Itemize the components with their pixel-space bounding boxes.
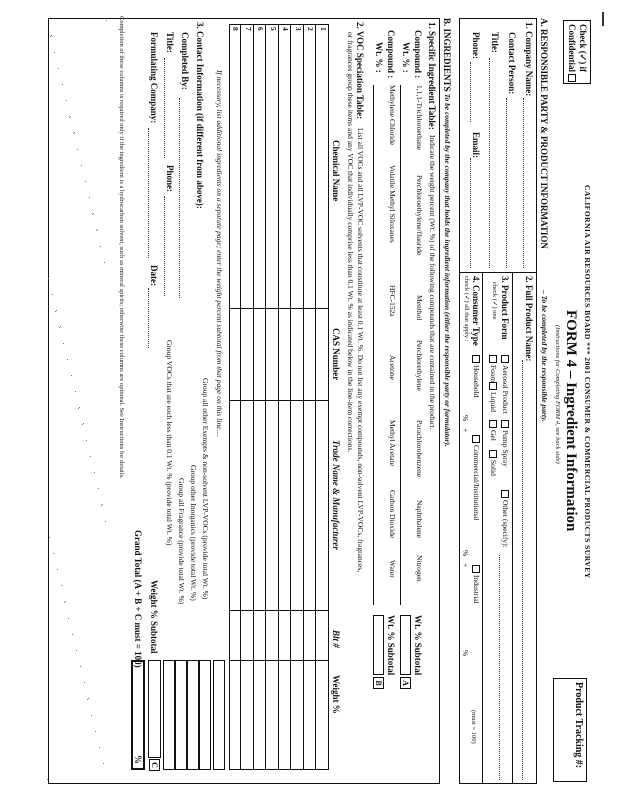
consumer-industrial[interactable]: Industrial bbox=[471, 565, 480, 604]
scan-speck bbox=[56, 310, 57, 311]
voc-table-label: 2. VOC Speciation Table: bbox=[355, 22, 365, 120]
scan-speck bbox=[100, 246, 101, 247]
scan-speck bbox=[98, 488, 99, 489]
scan-speck bbox=[78, 408, 79, 409]
contact-title-label: Title: bbox=[165, 32, 175, 53]
form-option-liquid[interactable]: Liquid bbox=[488, 382, 497, 412]
scan-speck bbox=[82, 424, 83, 425]
scan-speck bbox=[47, 779, 48, 780]
section-a-subnote: – To be completed by the responsible party. bbox=[540, 290, 549, 422]
grand-total-label: Grand Total (A + B + C must = 100) bbox=[133, 530, 143, 668]
scan-speck bbox=[72, 634, 73, 635]
voc-row-number: 8 bbox=[231, 27, 241, 31]
scan-speck bbox=[81, 165, 82, 166]
compound-r1-2: Perchloroethylene/fluoride bbox=[415, 175, 424, 256]
scan-speck bbox=[79, 407, 80, 408]
scan-speck bbox=[62, 84, 63, 85]
voc-row-field[interactable] bbox=[242, 36, 255, 766]
plus-2: + bbox=[461, 563, 470, 568]
checkbox-icon bbox=[472, 355, 480, 363]
scan-speck bbox=[80, 666, 81, 667]
scan-speck bbox=[97, 229, 98, 230]
contact-person-field[interactable] bbox=[506, 98, 507, 268]
wt-label-2: Wt. % : bbox=[374, 42, 384, 73]
contact-phone-label: Phone: bbox=[165, 165, 175, 192]
scan-speck bbox=[95, 731, 96, 732]
voc-row-number: 7 bbox=[244, 27, 253, 31]
compound-r1-5: Parachlorobenzene bbox=[415, 420, 424, 478]
voc-table-text-1: List all VOCs and all LVP-VOC solvents that constitute at least 0.1 Wt. %. Do not list any exempt compounds, non-solvent LVP-VOCs, fragrances, bbox=[356, 128, 365, 573]
compound-r2-7: Water bbox=[388, 560, 397, 578]
specific-table-label: 1. Specific Ingredient Table: bbox=[427, 22, 437, 130]
checkbox-icon bbox=[489, 420, 497, 428]
scan-speck bbox=[57, 569, 58, 570]
scan-speck bbox=[88, 698, 89, 699]
pct-1: % bbox=[461, 415, 470, 422]
voc-row-number: 2 bbox=[306, 27, 316, 31]
section-b-heading: B. INGREDIENTS bbox=[442, 18, 452, 92]
form-option-aerosol[interactable]: Aerosol Product bbox=[500, 355, 509, 414]
completed-by-field[interactable] bbox=[179, 98, 180, 298]
survey-title: CALIFORNIA AIR RESOURCES BOARD *** 2001 CONSUMER & COMMERCIAL PRODUCTS SURVEY bbox=[583, 185, 592, 579]
col-trade-name: Trade Name & Manufacturer bbox=[331, 440, 341, 550]
consumer-type-label: 4. Consumer Type bbox=[471, 276, 481, 346]
compound-r2-2: Volatile Methyl Siloxanes bbox=[388, 165, 397, 243]
scan-speck bbox=[52, 294, 53, 295]
voc-row-number: 5 bbox=[269, 27, 278, 31]
compound-r1-6: Naphthalene bbox=[415, 500, 424, 538]
compound-r2-5: Methyl Acetate bbox=[388, 420, 397, 467]
voc-row-number: 3 bbox=[294, 27, 303, 31]
consumer-type-note: check (✓) all that apply : bbox=[463, 276, 470, 342]
form-option-gel[interactable]: Gel bbox=[488, 420, 497, 441]
title-field[interactable] bbox=[489, 58, 490, 268]
scan-speck bbox=[71, 375, 72, 376]
section-b-subnote: – To be completed by the company that holds the ingredient information (either the responsible party or formulator). bbox=[443, 88, 452, 447]
scan-speck bbox=[50, 36, 51, 37]
scan-speck bbox=[101, 505, 102, 506]
box-b: B bbox=[373, 677, 384, 689]
form-option-solid[interactable]: Solid bbox=[488, 450, 497, 476]
consumer-commercial[interactable]: Commercial/Institutional bbox=[471, 435, 480, 520]
contact-phone-field[interactable] bbox=[164, 196, 165, 296]
scan-speck bbox=[60, 326, 61, 327]
date-label: Date: bbox=[149, 265, 159, 286]
checkbox-icon bbox=[472, 565, 480, 573]
col-chemical-name: Chemical Name bbox=[331, 140, 341, 202]
compound-r1-4: Perchlorethylene bbox=[415, 340, 424, 391]
confidential-label: Check (✓) if bbox=[578, 24, 588, 73]
date-field[interactable] bbox=[148, 288, 149, 348]
scan-speck bbox=[68, 618, 69, 619]
scan-speck bbox=[103, 763, 104, 764]
company-name-label: 1. Company Name: bbox=[524, 22, 534, 97]
compound-r1-1: 1,1,1-Trichloroethane bbox=[415, 85, 424, 151]
voc-row-field[interactable] bbox=[229, 36, 242, 766]
voc-row-number: 6 bbox=[256, 27, 266, 31]
section-a-heading: A. RESPONSIBLE PARTY & PRODUCT INFORMATION bbox=[539, 18, 549, 249]
scan-speck bbox=[59, 327, 60, 328]
product-form-label: 3. Product Form bbox=[500, 276, 510, 340]
scan-speck bbox=[99, 747, 100, 748]
checkbox-icon bbox=[489, 382, 497, 390]
scan-speck bbox=[76, 650, 77, 651]
other-specify-field[interactable] bbox=[499, 555, 500, 780]
scan-speck bbox=[90, 456, 91, 457]
checkbox-icon bbox=[501, 355, 509, 363]
box-c: C bbox=[149, 759, 160, 771]
weight-subtotal-label: Weight % Subtotal bbox=[149, 580, 159, 654]
grand-total-pct: % bbox=[133, 755, 143, 764]
scan-speck bbox=[54, 52, 55, 53]
email-label: Email: bbox=[471, 132, 481, 158]
compound-label-1: Compound : bbox=[413, 30, 423, 79]
form-instructions: (Instructions for Completing FORM 4, see back side) bbox=[554, 325, 561, 464]
title-label: Title: bbox=[490, 32, 500, 53]
compound-r1-7: Nitrogen bbox=[415, 555, 424, 582]
scan-speck bbox=[89, 197, 90, 198]
scan-speck bbox=[61, 585, 62, 586]
consumer-sum-note: (must = 100) bbox=[470, 710, 477, 744]
weight-subtotal-field[interactable] bbox=[148, 660, 161, 758]
col-bp: Blt # bbox=[331, 630, 341, 648]
voc-table-text-2: or fragrances group these items and any VOC that individually comprise less than 0.1 Wt. % as indicated below in the line-item corrections. bbox=[346, 32, 355, 453]
form-option-foam[interactable]: Foam bbox=[488, 355, 497, 382]
group-total-field-4[interactable] bbox=[163, 660, 175, 770]
compound-r1-3: Menthol bbox=[415, 295, 424, 321]
contact-person-label: Contact Person: bbox=[507, 32, 517, 95]
scan-speck bbox=[58, 68, 59, 69]
voc-row-field[interactable] bbox=[304, 36, 317, 766]
scan-speck bbox=[53, 553, 54, 554]
voc-row-number: 1 bbox=[319, 27, 328, 31]
scan-speck bbox=[75, 391, 76, 392]
col-cas-number: CAS Number bbox=[331, 328, 341, 381]
pct-3: % bbox=[461, 650, 470, 657]
group-row-2: Group other Inorganics (provide total Wt. %) bbox=[189, 465, 198, 601]
voc-row-field[interactable] bbox=[267, 36, 280, 766]
contact-info-heading: 3. Contact Information (if different from above): bbox=[195, 22, 205, 209]
form-option-pump[interactable]: Pump Spray bbox=[500, 420, 509, 467]
scan-speck bbox=[73, 133, 74, 134]
scan-speck bbox=[102, 504, 103, 505]
scan-speck bbox=[70, 116, 71, 117]
checkbox-icon bbox=[501, 490, 509, 498]
voc-row-field[interactable] bbox=[292, 36, 305, 766]
scan-speck bbox=[55, 311, 56, 312]
plus-1: + bbox=[461, 428, 470, 433]
scan-speck bbox=[64, 602, 65, 603]
voc-row-field[interactable] bbox=[279, 36, 292, 766]
voc-row-number: 4 bbox=[281, 27, 291, 31]
scan-speck bbox=[63, 343, 64, 344]
pct-2: % bbox=[461, 550, 470, 557]
checkbox-icon bbox=[489, 450, 497, 458]
wt-subtotal-label-2: Wt. % Subtotal bbox=[386, 615, 396, 676]
checkbox-icon bbox=[472, 435, 480, 443]
full-product-name-label: 2. Full Product Name: bbox=[524, 276, 534, 362]
scan-speck bbox=[87, 699, 88, 700]
phone-field[interactable] bbox=[470, 62, 471, 122]
consumer-household[interactable]: Household bbox=[471, 355, 480, 398]
compound-r2-1: Methylene Chloride bbox=[388, 85, 397, 146]
confidential-checkbox[interactable] bbox=[568, 74, 576, 82]
confidential-label-2: Confidential bbox=[567, 24, 577, 73]
box-a: A bbox=[400, 677, 411, 689]
scan-speck bbox=[92, 214, 93, 215]
compound-r2-3: HFC-152a bbox=[388, 285, 397, 317]
grand-total-field[interactable] bbox=[131, 660, 145, 770]
scan-speck bbox=[85, 181, 86, 182]
col-weight: Weight % bbox=[331, 675, 341, 714]
compound-label-2: Compound : bbox=[386, 30, 396, 79]
scan-speck bbox=[93, 213, 94, 214]
wt-subtotal-label-1: Wt. % Subtotal bbox=[413, 615, 423, 676]
additional-subtotal-field[interactable] bbox=[213, 660, 225, 770]
wt-label-1: Wt. % : bbox=[401, 42, 411, 73]
formulating-company-field[interactable] bbox=[148, 128, 149, 258]
scan-speck bbox=[86, 440, 87, 441]
tracking-label: Product Tracking #: bbox=[573, 682, 584, 769]
full-product-name-field[interactable] bbox=[522, 360, 523, 780]
checkbox-icon bbox=[501, 420, 509, 428]
group-row-1: Group all other Exempts & non-solvent LVP-VOCs (provide total Wt. %) bbox=[201, 378, 210, 600]
compound-r2-6: Carbon Dioxide bbox=[388, 490, 397, 539]
scan-speck bbox=[104, 262, 105, 263]
phone-label: Phone: bbox=[471, 32, 481, 59]
contact-title-field[interactable] bbox=[164, 58, 165, 158]
scan-speck bbox=[83, 423, 84, 424]
scan-speck bbox=[96, 230, 97, 231]
email-field[interactable] bbox=[470, 158, 471, 268]
group-row-3: Group all Fragrance (provide total Wt. %) bbox=[177, 478, 186, 605]
voc-row-field[interactable] bbox=[317, 36, 330, 766]
scan-speck bbox=[94, 472, 95, 473]
scan-speck bbox=[74, 132, 75, 133]
formulating-company-label: Formulating Company: bbox=[149, 32, 159, 124]
form-sheet bbox=[35, 10, 595, 790]
form-title: FORM 4 – Ingredient Information bbox=[563, 310, 579, 532]
scan-speck bbox=[106, 20, 107, 21]
scan-speck bbox=[51, 35, 52, 36]
additional-note: If necessary, list additional ingredients on a separate page; enter the weight percent subtotal from that page on this line.... bbox=[215, 70, 224, 438]
form-option-other[interactable]: Other (specify): bbox=[500, 490, 509, 548]
scan-speck bbox=[49, 537, 50, 538]
scan-speck bbox=[105, 521, 106, 522]
group-total-field-1[interactable] bbox=[199, 660, 211, 770]
checkbox-icon bbox=[489, 355, 497, 363]
company-name-field[interactable] bbox=[523, 98, 524, 268]
specific-table-text: Indicate the weight percent (Wt. %) of the following compounds that are contained in the product. bbox=[428, 135, 437, 430]
footnote: Completion of these columns is required only if the ingredient is a hydrocarbon solvent, such as mineral spirits; otherwise these columns are optional. See Instructions for details. bbox=[118, 16, 125, 479]
group-total-field-2[interactable] bbox=[187, 660, 199, 770]
scan-speck bbox=[67, 359, 68, 360]
scan-edge-mark bbox=[602, 12, 604, 26]
scan-speck bbox=[91, 715, 92, 716]
scan-speck bbox=[84, 682, 85, 683]
scan-speck bbox=[69, 117, 70, 118]
scan-speck bbox=[77, 149, 78, 150]
scan-speck bbox=[48, 278, 49, 279]
compound-r2-4: Acetone bbox=[388, 355, 397, 380]
voc-row-field[interactable] bbox=[254, 36, 267, 766]
product-form-note: check (✓) one bbox=[491, 282, 498, 320]
completed-by-label: Completed By: bbox=[180, 32, 190, 90]
scan-speck bbox=[66, 100, 67, 101]
group-row-4: Group VOCs that are each less than 0.1 Wt. % (provide total Wt. %) bbox=[165, 340, 174, 546]
group-total-field-3[interactable] bbox=[175, 660, 187, 770]
scan-speck bbox=[65, 601, 66, 602]
